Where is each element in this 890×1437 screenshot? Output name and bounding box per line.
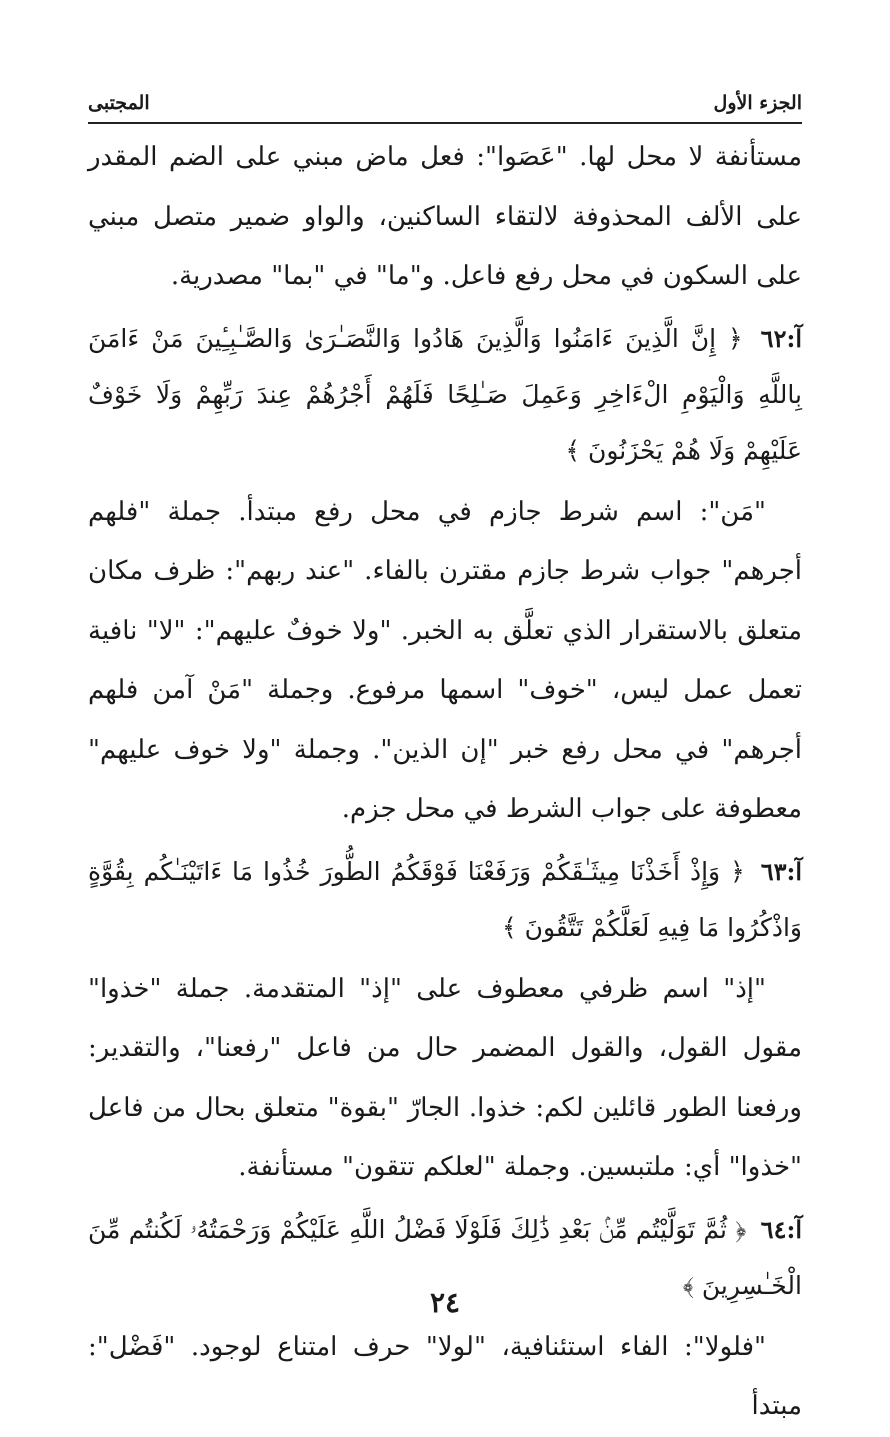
verse-text: ﴿ وَإِذْ أَخَذْنَا مِيثَـٰقَكُمْ وَرَفَعْنَا فَوْقَكُمُ الطُّورَ خُذُوا مَا ءَاتَيْنَـٰكُم بِقُوَّةٍ وَاذْكُرُوا مَا فِيهِ لَعَلَّكُمْ تَتَّقُونَ ﴾ — [88, 856, 802, 942]
volume-title: الجزء الأول — [713, 92, 802, 114]
page-body — [88, 128, 802, 1437]
running-header — [88, 92, 802, 124]
commentary-paragraph: "فلولا": الفاء استئنافية، "لولا" حرف امتناع لوجود. "فَضْل": مبتدأ — [88, 1331, 802, 1421]
page-number: ٢٤ — [429, 1286, 461, 1319]
book-title: المجتبى — [88, 92, 150, 114]
commentary-paragraph: "إذ" اسم ظرفي معطوف على "إذ" المتقدمة. جملة "خذوا" مقول القول، والقول المضمر حال من فاعل "رفعنا"، والتقدير: ورفعنا الطور قائلين لكم: خذوا. الجارّ "بقوة" متعلق بحال من فاعل "خذوا" أي: ملتبسين. وجملة "لعلكم تتقون" مستأنفة. — [88, 973, 802, 1182]
verse-text: ﴿ ثُمَّ تَوَلَّيْتُم مِّنۢ بَعْدِ ذَٰلِكَ فَلَوْلَا فَضْلُ اللَّهِ عَلَيْكُمْ وَرَحْمَتُهُۥ لَكُنتُم مِّنَ الْخَـٰسِرِينَ ﴾ — [88, 1214, 802, 1300]
verse-reference: آ:٦٣ — [760, 856, 802, 886]
verse-62 — [88, 311, 802, 479]
verse-reference: آ:٦٢ — [760, 323, 802, 353]
commentary-paragraph: "مَن": اسم شرط جازم في محل رفع مبتدأ. جملة "فلهم أجرهم" جواب شرط جازم مقترن بالفاء. "عند ربهم": ظرف مكان متعلق بالاستقرار الذي تعلَّق به الخبر. "ولا خوفٌ عليهم": "لا" نافية تعمل عمل ليس، "خوف" اسمها مرفوع. وجملة "مَنْ آمن فلهم أجرهم" في محل رفع خبر "إن الذين". وجملة "ولا خوف عليهم" معطوفة على جواب الشرط في محل جزم. — [88, 496, 802, 824]
commentary-paragraph: مستأنفة لا محل لها. "عَصَوا": فعل ماض مبني على الضم المقدر على الألف المحذوفة لالتقاء الساكنين، والواو ضمير متصل مبني على السكون في محل رفع فاعل. و"ما" في "بما" مصدرية. — [88, 142, 802, 291]
verse-text: ﴿ إِنَّ الَّذِينَ ءَامَنُوا وَالَّذِينَ هَادُوا وَالنَّصَـٰرَىٰ وَالصَّـٰبِـِٔينَ مَنْ ءَامَنَ بِاللَّهِ وَالْيَوْمِ الْءَاخِرِ وَعَمِلَ صَـٰلِحًا فَلَهُمْ أَجْرُهُمْ عِندَ رَبِّهِمْ وَلَا خَوْفٌ عَلَيْهِمْ وَلَا هُمْ يَحْزَنُونَ ﴾ — [88, 323, 802, 465]
verse-reference: آ:٦٤ — [760, 1214, 802, 1244]
verse-63 — [88, 844, 802, 956]
